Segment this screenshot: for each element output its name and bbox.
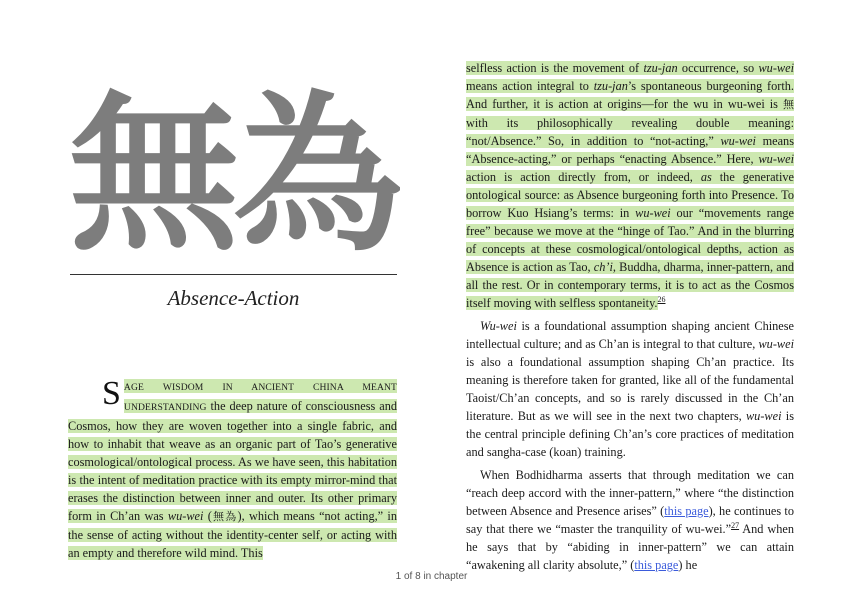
paragraph-bodhidharma: When Bodhidharma asserts that through meditation we can “reach deep accord with the inner-pattern,” where “the distinction between Absence and Presence arises” (this page), he continues to say that there we “master the tranquility of wu-wei.”$^{27}$ And when he says that by “abiding in inner-pattern” we can attain “awakening all clarity absolute,” (this page) he [466,468,794,572]
drop-cap: S [102,375,121,412]
right-column-text [466,59,794,574]
title-rule [70,274,397,275]
calligraphy-wu-wei [66,86,400,256]
highlighted-passage[interactable]: selfless action is the movement of tzu-jan occurrence, so wu-wei means action integral to tzu-jan’s spontaneous burgeoning forth. And further, it is action at origins—for the wu in wu-wei is 無 with its philosophically revealing double meaning: “not/Absence.” So, in addition to “not-acting,” wu-wei means “Absence-acting,” or perhaps “enacting Absence.” Here, wu-wei action is action directly from, or indeed, as the generative ontological source: as Absence burgeoning forth into Presence. To borrow Kuo Hsiang’s terms: in wu-wei our “movements range free” because we move at the “hinge of Tao.” And in the blurring of concepts at these cosmological/ontological depths, action as Absence is action as Tao, ch’i, Buddha, dharma, inner-pattern, and all the rest. Or in contemporary terms, it is to act as the Cosmos itself moving with selfless spontaneity. [466,61,795,310]
footnote-26-link[interactable]: 26 [657,294,666,304]
chapter-title: Absence-Action [167,286,300,310]
opening-paragraph [68,377,397,562]
this-page-link-2[interactable]: this page [634,558,679,572]
left-column-text [68,377,397,562]
footnote-27-link[interactable]: 27 [731,520,740,530]
this-page-link-1[interactable]: this page [664,504,709,518]
highlighted-passage[interactable]: AGE WISDOM IN ANCIENT CHINA MEANT UNDERSTANDING the deep nature of consciousness and Cosmos, how they are woven together into a single fabric, and how to inhabit that weave as an organic part of Tao’s generative cosmological/ontological process. As we have seen, this habitation is the intent of meditation practice with its empty mirror-mind that erases the distinction between inner and outer. Its other primary form in Ch’an was wu-wei (無為), which means “not acting,” in the sense of acting without the identity-center self, or acting with an empty and therefore wild mind. This [68,379,397,560]
paragraph-wu-wei-foundational: Wu-wei is a foundational assumption shaping ancient Chinese intellectual culture; and as Ch’an is integral to that culture, wu-wei is also a foundational assumption shaping Ch’an practice. Its meaning is therefore taken for granted, like all of the fundamental Taoist/Ch’an concepts, and so is rarely discussed in the Ch’an literature. But as we will see in the next two chapters, wu-wei is the central principle defining Ch’an’s core practices of meditation and sangha-case (koan) training. [466,319,794,459]
calligraphy-characters: 無為 [68,86,398,256]
chapter-progress-footer: 1 of 8 in chapter [395,571,468,582]
continued-paragraph [466,59,794,312]
